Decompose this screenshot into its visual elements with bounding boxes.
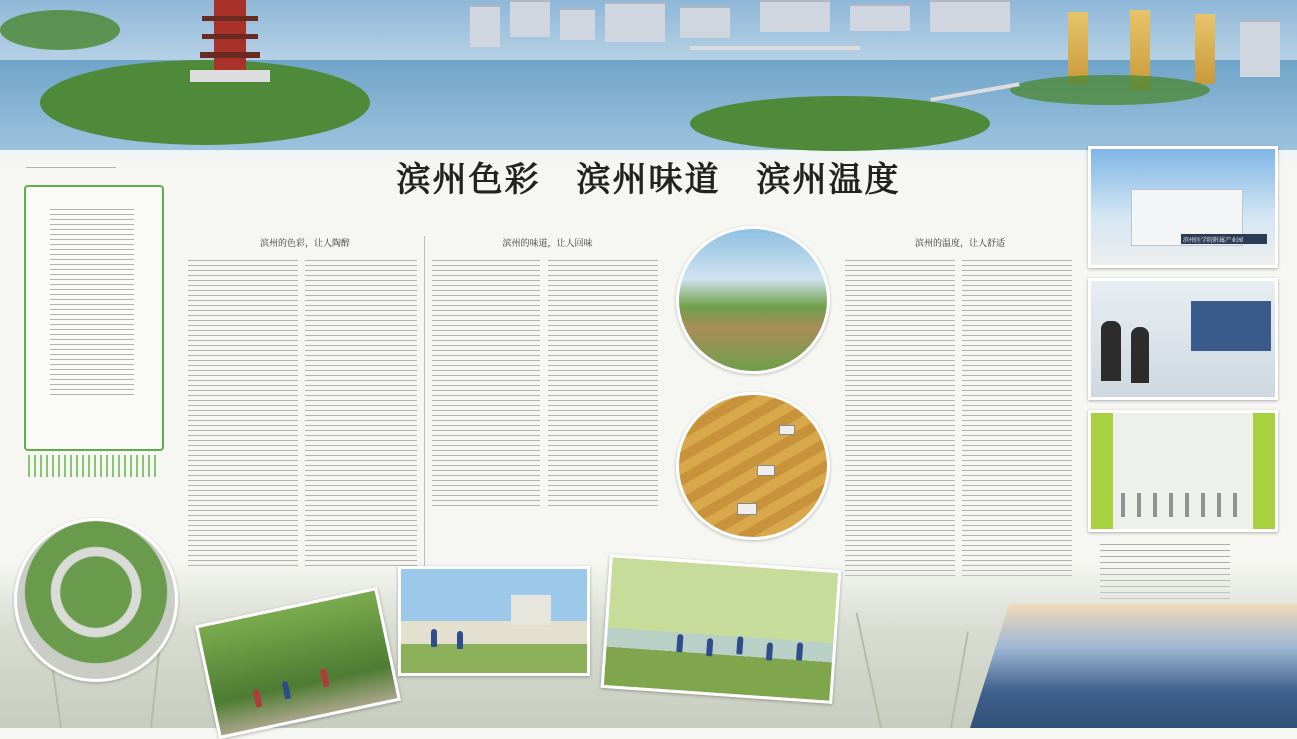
sea-sunrise-photo bbox=[970, 604, 1297, 728]
river-aerial-photo bbox=[676, 226, 830, 374]
column-heading-color: 滨州的色彩，让人陶醉 bbox=[259, 239, 350, 249]
skyline-building bbox=[680, 6, 730, 38]
intro-text-box bbox=[24, 185, 164, 451]
wheat-harvest-photo bbox=[676, 392, 830, 540]
island bbox=[1010, 75, 1210, 105]
skyline-building bbox=[760, 0, 830, 32]
hero-banner-photo bbox=[0, 0, 1297, 165]
byline bbox=[26, 167, 116, 171]
skyline-building bbox=[470, 5, 500, 47]
tai-chi-photo bbox=[601, 554, 842, 704]
tower-building bbox=[1195, 14, 1215, 84]
festival-square-photo bbox=[398, 566, 590, 676]
skyline-building bbox=[850, 4, 910, 31]
page-title: 滨州色彩 滨州味道 滨州温度 bbox=[396, 160, 901, 200]
tower-building bbox=[1068, 12, 1088, 84]
column-text bbox=[432, 260, 540, 510]
control-room-photo bbox=[1088, 278, 1278, 400]
column-text bbox=[962, 260, 1072, 576]
column-text bbox=[305, 260, 417, 566]
intro-text bbox=[50, 209, 134, 399]
column-heading-taste: 滨州的味道，让人回味 bbox=[502, 239, 593, 249]
industrial-park-photo bbox=[1088, 146, 1278, 268]
skyline-building bbox=[605, 2, 665, 42]
grass-decoration bbox=[24, 449, 164, 477]
column-heading-warmth: 滨州的温度，让人舒适 bbox=[914, 239, 1005, 249]
island bbox=[0, 10, 120, 50]
skyline-building bbox=[930, 0, 1010, 32]
skyline-building bbox=[560, 8, 595, 40]
building-sign: 滨州医学院附属产业园 bbox=[1183, 237, 1244, 244]
column-divider bbox=[424, 236, 425, 566]
bridge bbox=[690, 46, 860, 50]
column-text bbox=[845, 260, 955, 576]
park-aerial-photo bbox=[14, 518, 178, 682]
column-text bbox=[548, 260, 658, 510]
column-text bbox=[188, 260, 298, 566]
service-hall-photo bbox=[1088, 410, 1278, 532]
skyline-building bbox=[510, 0, 550, 37]
island bbox=[690, 96, 990, 151]
pagoda-icon bbox=[200, 0, 260, 80]
skyline-building bbox=[1240, 20, 1280, 77]
